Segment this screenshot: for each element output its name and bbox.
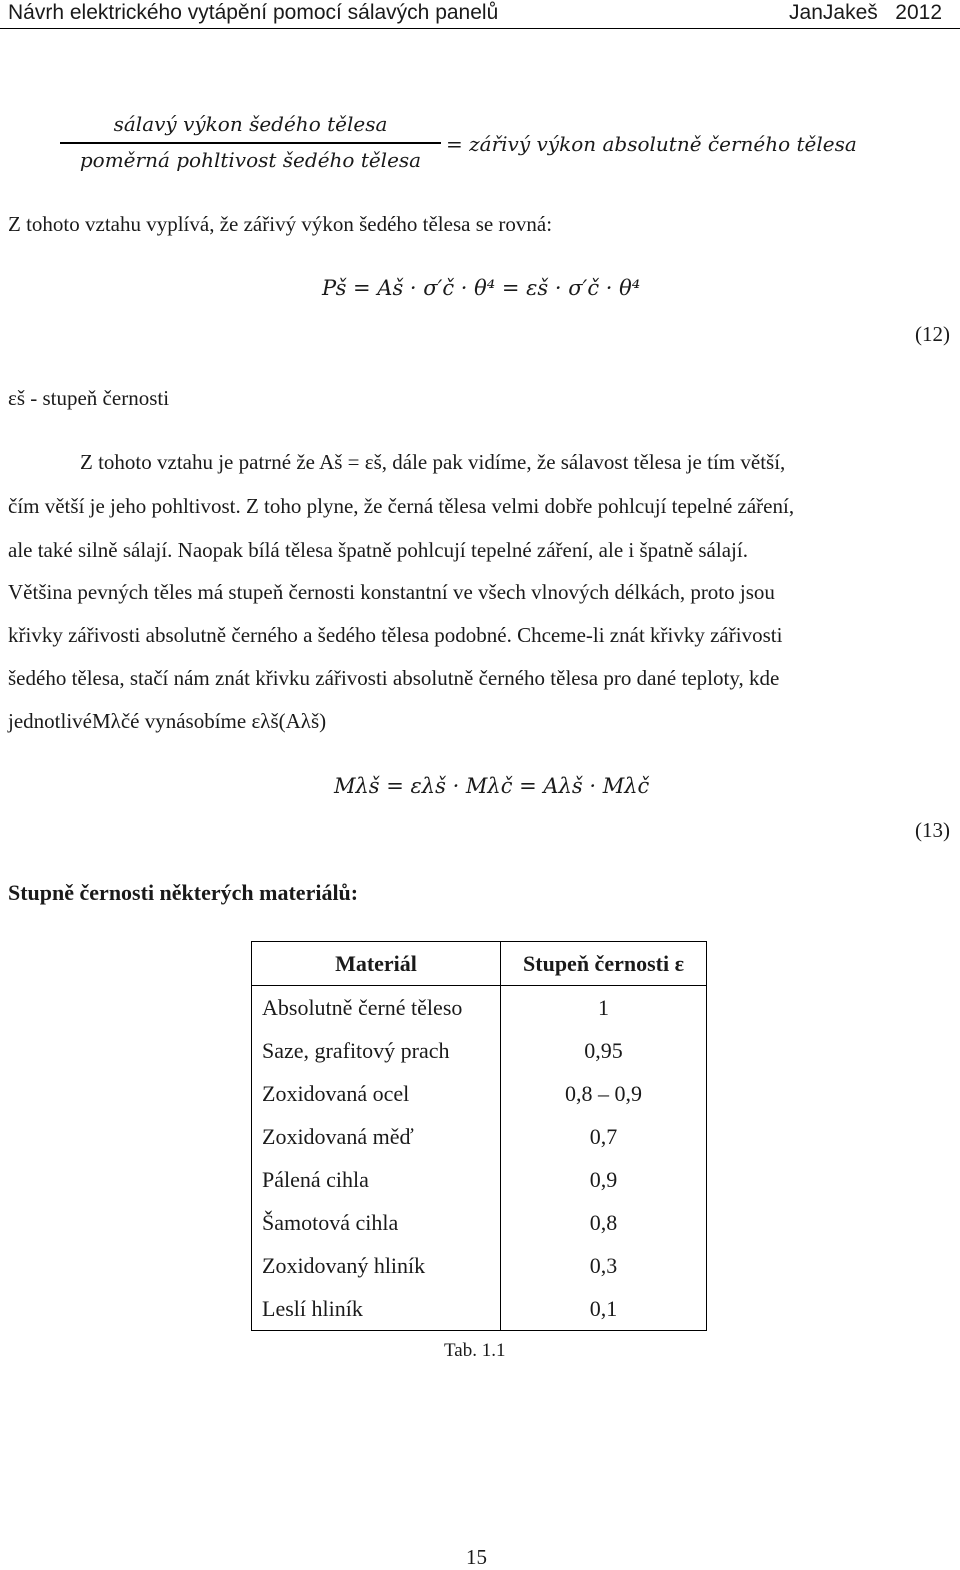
table-row <box>252 1072 707 1115</box>
emissivity-value: 0,9 <box>501 1158 707 1201</box>
table-row <box>252 1115 707 1158</box>
table-header-row <box>252 942 707 986</box>
table-caption: Tab. 1.1 <box>444 1340 506 1361</box>
emissivity-value: 0,95 <box>501 1029 707 1072</box>
material-name: Absolutně černé těleso <box>252 986 501 1030</box>
emissivity-value: 0,8 – 0,9 <box>501 1072 707 1115</box>
equation-12-number: (12) <box>915 322 950 346</box>
document-title: Návrh elektrického vytápění pomocí sálavých panelů <box>8 1 499 24</box>
paragraph-line: ale také silně sálají. Naopak bílá tělesa špatně pohlcují tepelné záření, ale i špatně sálají. <box>8 538 748 562</box>
material-name: Zoxidovaný hliník <box>252 1244 501 1287</box>
column-header-emissivity: Stupeň černosti ε <box>501 942 707 986</box>
intro-line: Z tohoto vztahu vyplívá, že zářivý výkon šedého tělesa se rovná: <box>8 212 553 236</box>
table-row <box>252 1201 707 1244</box>
material-name: Saze, grafitový prach <box>252 1029 501 1072</box>
equation-12: Pš = Aš · σ′č · θ⁴ = εš · σ′č · θ⁴ <box>322 276 641 300</box>
material-name: Pálená cihla <box>252 1158 501 1201</box>
table-row <box>252 986 707 1030</box>
table-row <box>252 1029 707 1072</box>
page-number: 15 <box>466 1545 487 1569</box>
author-name: JanJakeš <box>789 1 878 24</box>
year: 2012 <box>895 1 942 24</box>
emissivity-value: 0,3 <box>501 1244 707 1287</box>
section-heading: Stupně černosti některých materiálů: <box>8 880 359 905</box>
fraction-numerator: sálavý výkon šedého tělesa <box>113 112 388 136</box>
material-name: Zoxidovaná ocel <box>252 1072 501 1115</box>
material-name: Šamotová cihla <box>252 1201 501 1244</box>
paragraph-line: Většina pevných těles má stupeň černosti konstantní ve všech vlnových délkách, proto jsou <box>8 580 775 604</box>
emissivity-value: 0,7 <box>501 1115 707 1158</box>
paragraph-line: Z tohoto vztahu je patrné že Aš = εš, dále pak vidíme, že sálavost tělesa je tím větší, <box>80 450 786 474</box>
material-name: Zoxidovaná měď <box>252 1115 501 1158</box>
material-name: Leslí hliník <box>252 1287 501 1331</box>
author-year <box>789 1 942 25</box>
table-row <box>252 1244 707 1287</box>
table-row <box>252 1287 707 1331</box>
emissivity-value: 0,1 <box>501 1287 707 1331</box>
emissivity-value: 0,8 <box>501 1201 707 1244</box>
emissivity-value: 1 <box>501 986 707 1030</box>
fraction-rhs: = zářivý výkon absolutně černého tělesa <box>446 132 857 156</box>
table-row <box>252 1158 707 1201</box>
page-header <box>0 0 960 29</box>
fraction-equation <box>58 112 443 172</box>
paragraph-line: šedého tělesa, stačí nám znát křivku zářivosti absolutně černého tělesa pro dané teploty, kde <box>8 666 780 690</box>
paragraph-line: křivky zářivosti absolutně černého a šedého tělesa podobné. Chceme-li znát křivky zářivosti <box>8 623 783 647</box>
column-header-material: Materiál <box>252 942 501 986</box>
paragraph-line: čím větší je jeho pohltivost. Z toho plyne, že černá tělesa velmi dobře pohlcují tepelné záření, <box>8 494 795 518</box>
fraction-denominator: poměrná pohltivost šedého tělesa <box>79 148 422 172</box>
emissivity-table <box>251 941 707 1331</box>
equation-13-number: (13) <box>915 818 950 842</box>
legend-line: εš - stupeň černosti <box>8 386 170 410</box>
equation-13: Mλš = ελš · Mλč = Aλš · Mλč <box>334 774 650 798</box>
paragraph-line: jednotlivéMλčé vynásobíme ελš(Aλš) <box>8 709 327 733</box>
